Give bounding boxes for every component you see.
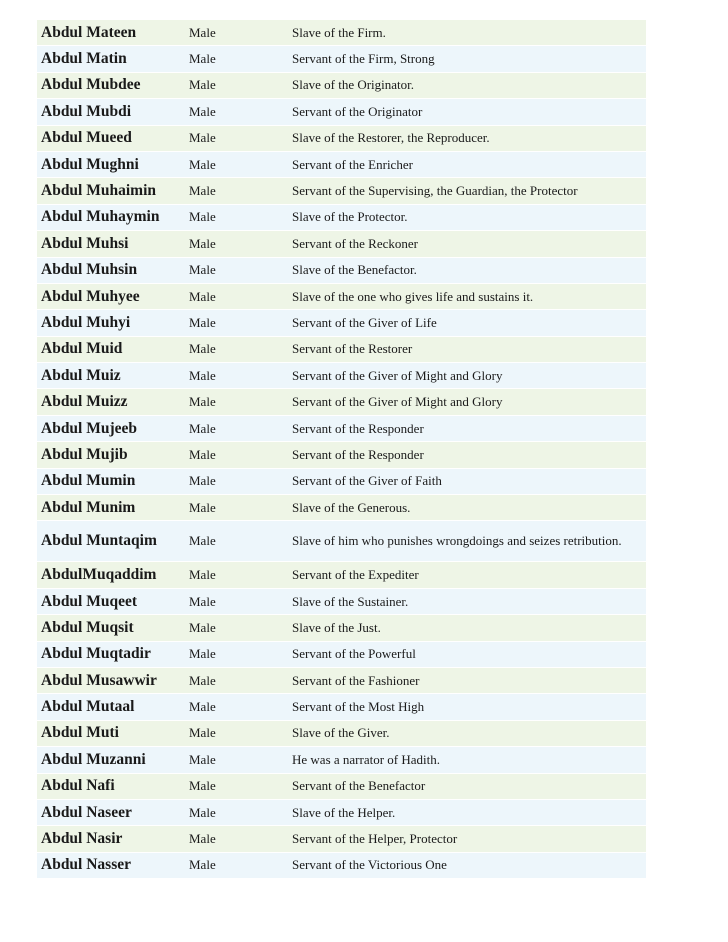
meaning-cell: Servant of the Enricher (288, 151, 646, 177)
name-cell: Abdul Nasir (37, 826, 185, 852)
gender-cell: Male (185, 125, 288, 151)
meaning-cell: Servant of the Expediter (288, 562, 646, 588)
name-cell: Abdul Muid (37, 336, 185, 362)
gender-cell: Male (185, 46, 288, 72)
gender-cell: Male (185, 773, 288, 799)
gender-cell: Male (185, 641, 288, 667)
meaning-cell: Servant of the Benefactor (288, 773, 646, 799)
table-row (37, 852, 646, 878)
table-row (37, 747, 646, 773)
gender-cell: Male (185, 336, 288, 362)
table-row (37, 310, 646, 336)
name-cell: Abdul Munim (37, 495, 185, 521)
table-row (37, 178, 646, 204)
table-row (37, 468, 646, 494)
table-row (37, 442, 646, 468)
table-row (37, 204, 646, 230)
meaning-cell: Servant of the Firm, Strong (288, 46, 646, 72)
meaning-cell: Slave of the Benefactor. (288, 257, 646, 283)
name-cell: Abdul Muhaymin (37, 204, 185, 230)
meaning-cell: Servant of the Responder (288, 442, 646, 468)
table-row (37, 615, 646, 641)
gender-cell: Male (185, 231, 288, 257)
meaning-cell: Servant of the Giver of Might and Glory (288, 389, 646, 415)
name-cell: Abdul Muhaimin (37, 178, 185, 204)
name-cell: Abdul Muhyi (37, 310, 185, 336)
table-row (37, 363, 646, 389)
name-cell: Abdul Muqeet (37, 588, 185, 614)
meaning-cell: Servant of the Responder (288, 415, 646, 441)
name-cell: Abdul Mateen (37, 20, 185, 46)
name-cell: Abdul Muhsi (37, 231, 185, 257)
name-cell: Abdul Musawwir (37, 667, 185, 693)
table-row (37, 826, 646, 852)
meaning-cell: Servant of the Giver of Faith (288, 468, 646, 494)
table-row (37, 799, 646, 825)
name-cell: Abdul Muti (37, 720, 185, 746)
gender-cell: Male (185, 442, 288, 468)
gender-cell: Male (185, 720, 288, 746)
name-cell: Abdul Mubdee (37, 72, 185, 98)
table-row (37, 562, 646, 588)
gender-cell: Male (185, 852, 288, 878)
gender-cell: Male (185, 151, 288, 177)
gender-cell: Male (185, 667, 288, 693)
meaning-cell: Servant of the Reckoner (288, 231, 646, 257)
name-cell: Abdul Mujeeb (37, 415, 185, 441)
table-row (37, 72, 646, 98)
table-row (37, 641, 646, 667)
gender-cell: Male (185, 257, 288, 283)
name-cell: Abdul Muizz (37, 389, 185, 415)
name-cell: Abdul Muzanni (37, 747, 185, 773)
table-row (37, 151, 646, 177)
name-cell: AbdulMuqaddim (37, 562, 185, 588)
name-cell: Abdul Naseer (37, 799, 185, 825)
meaning-cell: He was a narrator of Hadith. (288, 747, 646, 773)
meaning-cell: Slave of the Protector. (288, 204, 646, 230)
table-row (37, 720, 646, 746)
name-cell: Abdul Mutaal (37, 694, 185, 720)
meaning-cell: Slave of the Firm. (288, 20, 646, 46)
gender-cell: Male (185, 389, 288, 415)
gender-cell: Male (185, 826, 288, 852)
gender-cell: Male (185, 588, 288, 614)
table-row (37, 125, 646, 151)
names-table (37, 20, 646, 879)
gender-cell: Male (185, 310, 288, 336)
meaning-cell: Servant of the Originator (288, 99, 646, 125)
meaning-cell: Slave of him who punishes wrongdoings and seizes retribution. (288, 521, 646, 562)
name-cell: Abdul Mubdi (37, 99, 185, 125)
table-row (37, 415, 646, 441)
table-row (37, 46, 646, 72)
gender-cell: Male (185, 495, 288, 521)
gender-cell: Male (185, 72, 288, 98)
gender-cell: Male (185, 363, 288, 389)
meaning-cell: Slave of the Sustainer. (288, 588, 646, 614)
name-cell: Abdul Mughni (37, 151, 185, 177)
table-row (37, 667, 646, 693)
name-cell: Abdul Muhyee (37, 283, 185, 309)
gender-cell: Male (185, 178, 288, 204)
table-row (37, 231, 646, 257)
gender-cell: Male (185, 468, 288, 494)
meaning-cell: Slave of the Originator. (288, 72, 646, 98)
meaning-cell: Servant of the Supervising, the Guardian, the Protector (288, 178, 646, 204)
table-row (37, 283, 646, 309)
table-row (37, 257, 646, 283)
meaning-cell: Servant of the Giver of Life (288, 310, 646, 336)
gender-cell: Male (185, 204, 288, 230)
meaning-cell: Slave of the Restorer, the Reproducer. (288, 125, 646, 151)
meaning-cell: Slave of the Just. (288, 615, 646, 641)
name-cell: Abdul Muqsit (37, 615, 185, 641)
name-cell: Abdul Muntaqim (37, 521, 185, 562)
table-row (37, 20, 646, 46)
gender-cell: Male (185, 694, 288, 720)
name-cell: Abdul Mujib (37, 442, 185, 468)
gender-cell: Male (185, 20, 288, 46)
name-cell: Abdul Nafi (37, 773, 185, 799)
gender-cell: Male (185, 799, 288, 825)
gender-cell: Male (185, 521, 288, 562)
meaning-cell: Servant of the Restorer (288, 336, 646, 362)
meaning-cell: Servant of the Helper, Protector (288, 826, 646, 852)
table-row (37, 389, 646, 415)
meaning-cell: Slave of the Giver. (288, 720, 646, 746)
name-cell: Abdul Mumin (37, 468, 185, 494)
meaning-cell: Servant of the Fashioner (288, 667, 646, 693)
name-cell: Abdul Muqtadir (37, 641, 185, 667)
table-body (37, 20, 646, 879)
name-cell: Abdul Matin (37, 46, 185, 72)
gender-cell: Male (185, 615, 288, 641)
meaning-cell: Servant of the Most High (288, 694, 646, 720)
gender-cell: Male (185, 415, 288, 441)
gender-cell: Male (185, 747, 288, 773)
meaning-cell: Slave of the one who gives life and sustains it. (288, 283, 646, 309)
meaning-cell: Servant of the Powerful (288, 641, 646, 667)
table-row (37, 99, 646, 125)
meaning-cell: Servant of the Giver of Might and Glory (288, 363, 646, 389)
name-cell: Abdul Muiz (37, 363, 185, 389)
meaning-cell: Slave of the Helper. (288, 799, 646, 825)
name-cell: Abdul Muhsin (37, 257, 185, 283)
gender-cell: Male (185, 562, 288, 588)
meaning-cell: Servant of the Victorious One (288, 852, 646, 878)
table-row (37, 495, 646, 521)
gender-cell: Male (185, 99, 288, 125)
table-row (37, 336, 646, 362)
gender-cell: Male (185, 283, 288, 309)
meaning-cell: Slave of the Generous. (288, 495, 646, 521)
table-row (37, 588, 646, 614)
table-row (37, 694, 646, 720)
name-cell: Abdul Mueed (37, 125, 185, 151)
table-row (37, 521, 646, 562)
name-cell: Abdul Nasser (37, 852, 185, 878)
table-row (37, 773, 646, 799)
